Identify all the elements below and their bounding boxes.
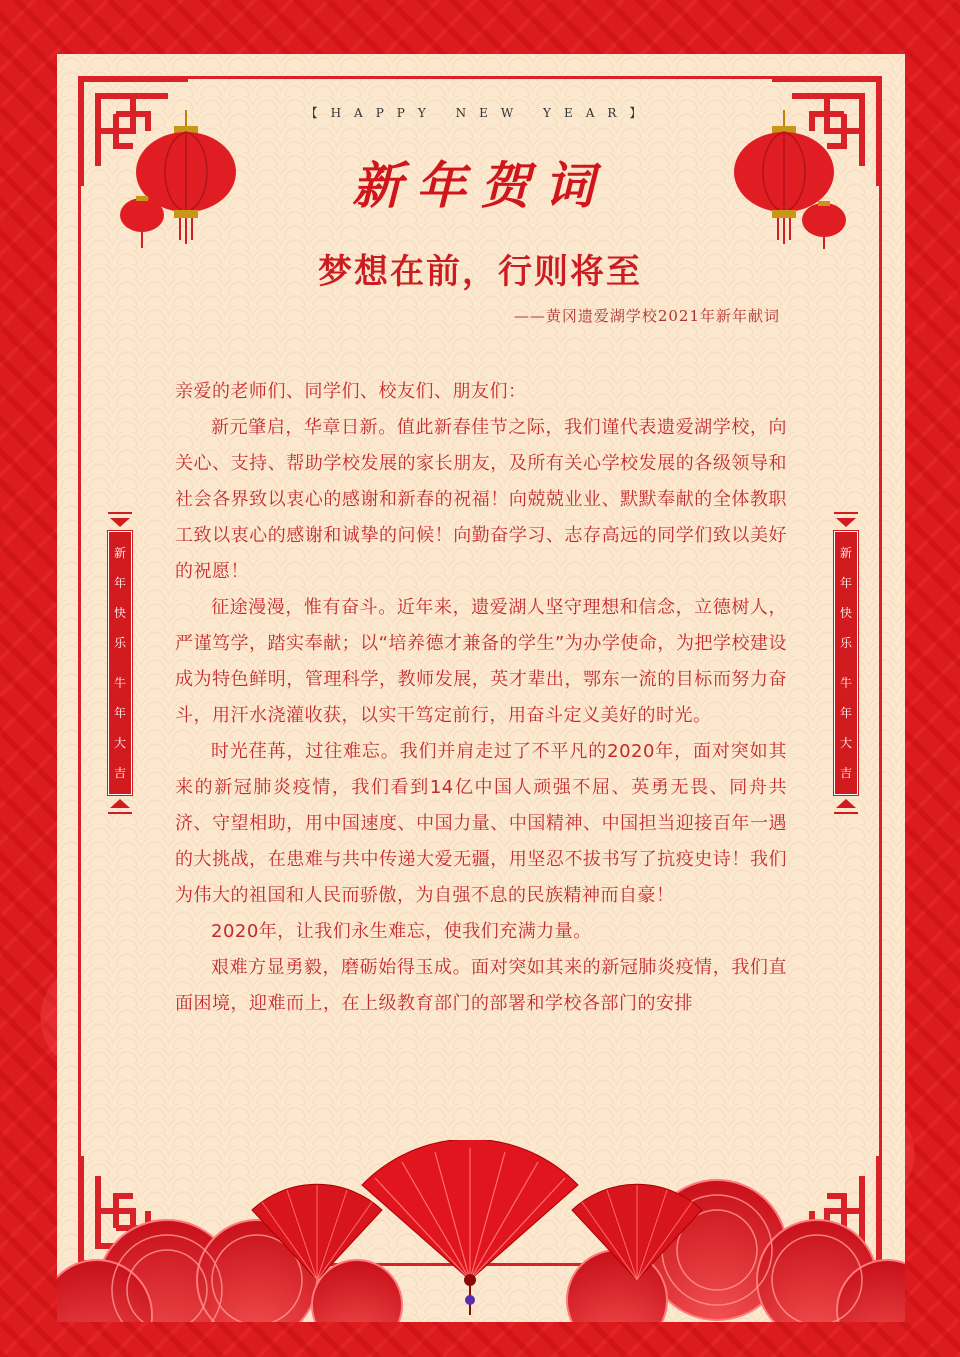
happy-new-year-banner: 【HAPPY NEW YEAR】 (305, 106, 655, 120)
triangle-down-icon (110, 518, 130, 527)
page-subtitle: 梦想在前，行则将至 (318, 252, 642, 292)
side-banner-left-text: 新 年 快 乐 牛 年 大 吉 (108, 531, 132, 795)
letter-paragraph: 艰难方显勇毅，磨砺始得玉成。面对突如其来的新冠肺炎疫情，我们直面困境，迎难而上，在上级教育部门的部署和学校各部门的安排 (175, 957, 787, 1014)
triangle-up-icon (836, 799, 856, 808)
letter-greeting: 亲爱的老师们、同学们、校友们、朋友们： (175, 381, 527, 402)
letter-paragraph: 2020年，让我们永生难忘，使我们充满力量。 (211, 921, 592, 942)
letter-paragraph: 时光荏苒，过往难忘。我们并肩走过了不平凡的2020年，面对突如其来的新冠肺炎疫情，我们看到14亿中国人顽强不屈、英勇无畏、同舟共济、守望相助，用中国速度、中国力量、中国精神、中国担当迎接百年一遇的大挑战，在患难与共中传递大爱无疆，用坚忍不拔书写了抗疫史诗！我们为伟大的祖国和人民而骄傲，为自强不息的民族精神而自豪！ (175, 741, 787, 906)
side-banner-right-text: 新 年 快 乐 牛 年 大 吉 (834, 531, 858, 795)
page-title: 新年贺词 (352, 156, 608, 215)
letter-body (175, 374, 787, 1022)
letter-paragraph: 征途漫漫，惟有奋斗。近年来，遗爱湖人坚守理想和信念，立德树人，严谨笃学，踏实奉献；以“培养德才兼备的学生”为办学使命，为把学校建设成为特色鲜明，管理科学，教师发展，英才辈出，鄂东一流的目标而努力奋斗，用汗水浇灌收获，以实干笃定前行，用奋斗定义美好的时光。 (175, 597, 787, 726)
triangle-down-icon (836, 518, 856, 527)
triangle-up-icon (110, 799, 130, 808)
byline: ——黄冈遗爱湖学校2021年新年献词 (513, 307, 780, 325)
footer-fans-waves-decoration (57, 1140, 905, 1322)
letter-paragraph: 新元肇启，华章日新。值此新春佳节之际，我们谨代表遗爱湖学校，向关心、支持、帮助学校发展的家长朋友，及所有关心学校发展的各级领导和社会各界致以衷心的感谢和新春的祝福！向兢兢业业、默默奉献的全体教职工致以衷心的感谢和诚挚的问候！向勤奋学习、志存高远的同学们致以美好的祝愿！ (175, 417, 787, 582)
side-banner-right (834, 510, 858, 816)
side-banner-left (108, 510, 132, 816)
